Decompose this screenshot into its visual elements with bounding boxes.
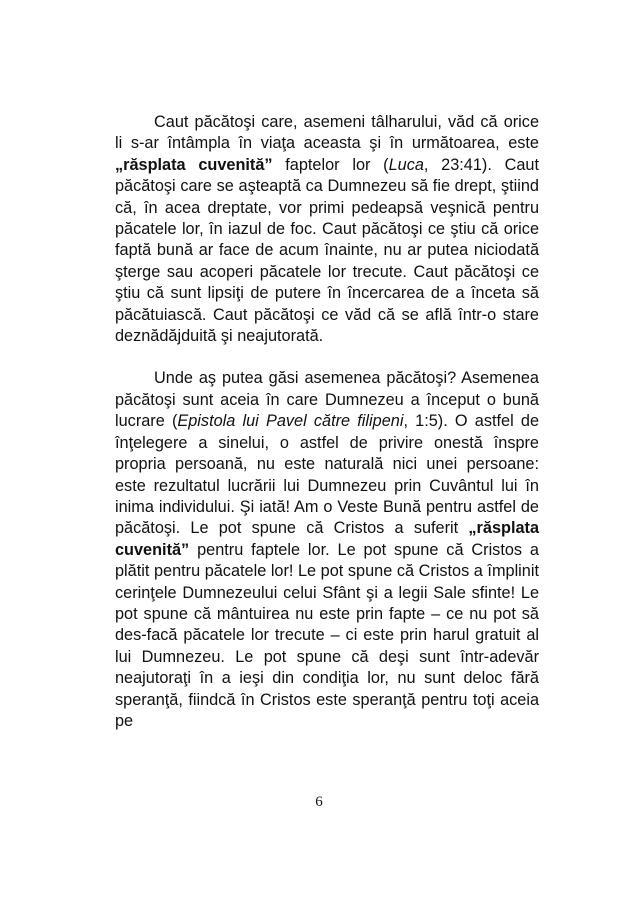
paragraph-2-text: , 1:5). O astfel de înţelegere a sinelui, o astfel de privire onestă înspre propria persoană, nu este naturală nici unei persoane: este rezultatul lucrării lui Dumnezeu prin Cuvântul lui în inima individului. Şi iată! Am o Veste Bună pentru astfel de păcătoşi. Le pot spune că Cristos a suferit <box>115 412 540 538</box>
paragraph-2-text: pentru faptele lor. Le pot spune că Cristos a plătit pentru păcatele lor! Le pot spune că Cristos a împlinit cerinţele Dumnezeului celui Sfânt şi a legii Sale sfinte! Le pot spune că mântuirea nu este prin fapte – ce nu pot să des-facă păcatele lor trecute – ci este prin harul gratuit al lui Dumnezeu. Le pot spune că deşi sunt într-adevăr neajutoraţi în a ieşi din condiţia lor, nu sunt deloc fără speranţă, fiindcă în Cristos este speranţă pentru toţi aceia pe <box>115 540 539 730</box>
page-number: 6 <box>315 794 323 810</box>
paragraph-1 <box>115 112 539 347</box>
book-reference-italic: Epistola lui Pavel către filipeni <box>177 412 404 431</box>
page-body <box>115 112 539 732</box>
paragraph-1-text: , 23:41). Caut păcătoşi care se aşteaptă ca Dumnezeu să fie drept, ştiind că, în acea dreptate, vor primi pedeapsă veşnică pentru păcatele lor, în iazul de foc. Caut păcătoşi ce ştiu că orice faptă bună ar face de acum înainte, nu ar putea niciodată şterge sau acoperi păcatele lor trecute. Caut păcătoşi ce ştiu că sunt lipsiţi de putere în încercarea de a înceta să păcătuiască. Caut păcătoşi ce văd că se află într-o stare deznădăjduită şi neajutorată. <box>115 155 539 346</box>
paragraph-2 <box>115 368 539 732</box>
paragraph-1-text: faptelor lor ( <box>272 155 389 174</box>
quoted-phrase-bold: „răsplata cuvenită” <box>115 155 273 174</box>
paragraph-2-text: Unde aş putea găsi asemenea păcătoşi? Asemenea păcătoşi sunt aceia în care Dumnezeu a început o bună lucrare ( <box>115 369 539 431</box>
book-reference-italic: Luca <box>388 155 424 174</box>
quoted-phrase-bold: „răsplata cuvenită” <box>115 519 539 559</box>
paragraph-1-text: Caut păcătoşi care, asemeni tâlharului, văd că orice li s-ar întâmpla în viaţa aceasta şi în următoarea, este <box>115 113 539 153</box>
